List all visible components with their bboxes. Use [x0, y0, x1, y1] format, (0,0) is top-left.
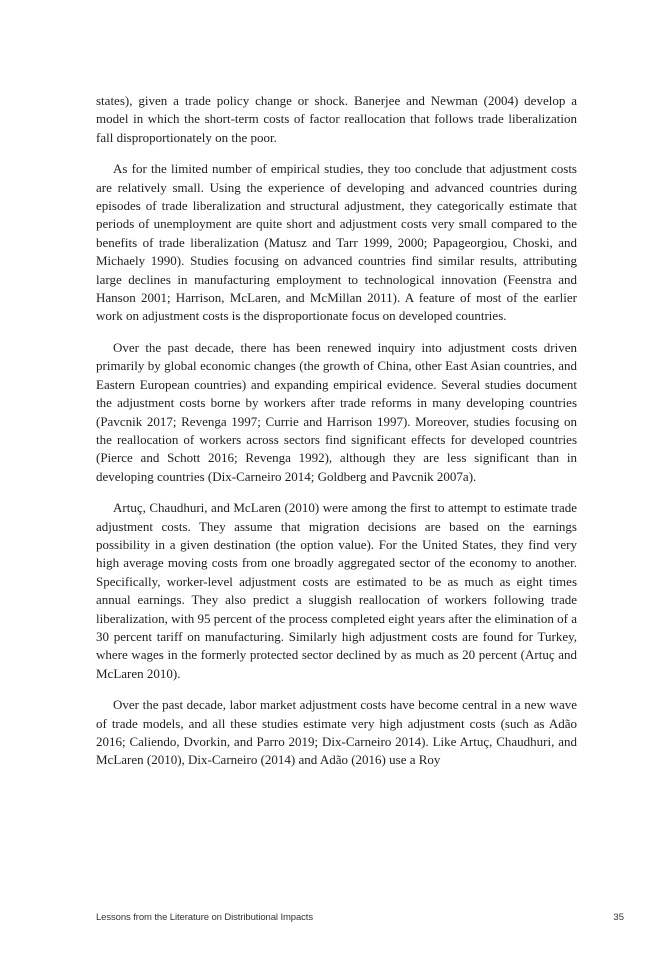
body-text	[96, 92, 577, 783]
page-footer	[96, 912, 624, 926]
page-number: 35	[613, 912, 624, 923]
paragraph-empirical-studies: As for the limited number of empirical studies, they too conclude that adjustment costs are relatively small. Using the experience of developing and advanced countries during episodes of trade liberalization and structural adjustment, they categorically estimate that periods of unemployment are quite short and adjustment costs very small compared to the benefits of trade liberalization (Matusz and Tarr 1999, 2000; Papageorgiou, Choski, and Michaely 1990). Studies focusing on advanced countries find similar results, attributing large declines in manufacturing employment to technological innovation (Feenstra and Hanson 2001; Harrison, McLaren, and McMillan 2011). A feature of most of the earlier work on adjustment costs is the disproportionate focus on developed countries.	[96, 161, 577, 324]
paragraph-renewed-inquiry: Over the past decade, there has been renewed inquiry into adjustment costs driven primarily by global economic changes (the growth of China, other East Asian countries, and Eastern European countries) and expanding empirical evidence. Several studies document the adjustment costs borne by workers after trade reforms in many developing countries (Pavcnik 2017; Revenga 1997; Currie and Harrison 1997). Moreover, studies focusing on the reallocation of workers across sectors find significant effects for developed countries (Pierce and Schott 2016; Revenga 1992), although they are less significant than in developing countries (Dix-Carneiro 2014; Goldberg and Pavcnik 2007a).	[96, 339, 577, 484]
paragraph-artuc-estimates: Artuç, Chaudhuri, and McLaren (2010) were among the first to attempt to estimate trade adjustment costs. They assume that migration decisions are based on the earnings possibility in a given destination (the option value). For the United States, they find very high average moving costs from one broadly aggregated sector of the economy to another. Specifically, worker-level adjustment costs are estimated to be as much as eight times annual earnings. They also predict a sluggish reallocation of workers following trade liberalization, with 95 percent of the process completed eight years after the elimination of a 30 percent tariff on manufacturing. Similarly high adjustment costs are found for Turkey, where wages in the formerly protected sector declined by as much as 20 percent (Artuç and McLaren 2010).	[96, 500, 577, 681]
paragraph-new-trade-models: Over the past decade, labor market adjustment costs have become central in a new wave of trade models, and all these studies estimate very high adjustment costs (such as Adão 2016; Caliendo, Dvorkin, and Parro 2019; Dix-Carneiro 2014). Like Artuç, Chaudhuri, and McLaren (2010), Dix-Carneiro (2014) and Adão (2016) use a Roy	[96, 697, 577, 768]
paragraph-continuation: states), given a trade policy change or shock. Banerjee and Newman (2004) develop a model in which the short-term costs of factor reallocation that follows trade liberalization fall disproportionately on the poor.	[96, 93, 577, 145]
running-footer-title: Lessons from the Literature on Distributional Impacts	[96, 912, 313, 923]
